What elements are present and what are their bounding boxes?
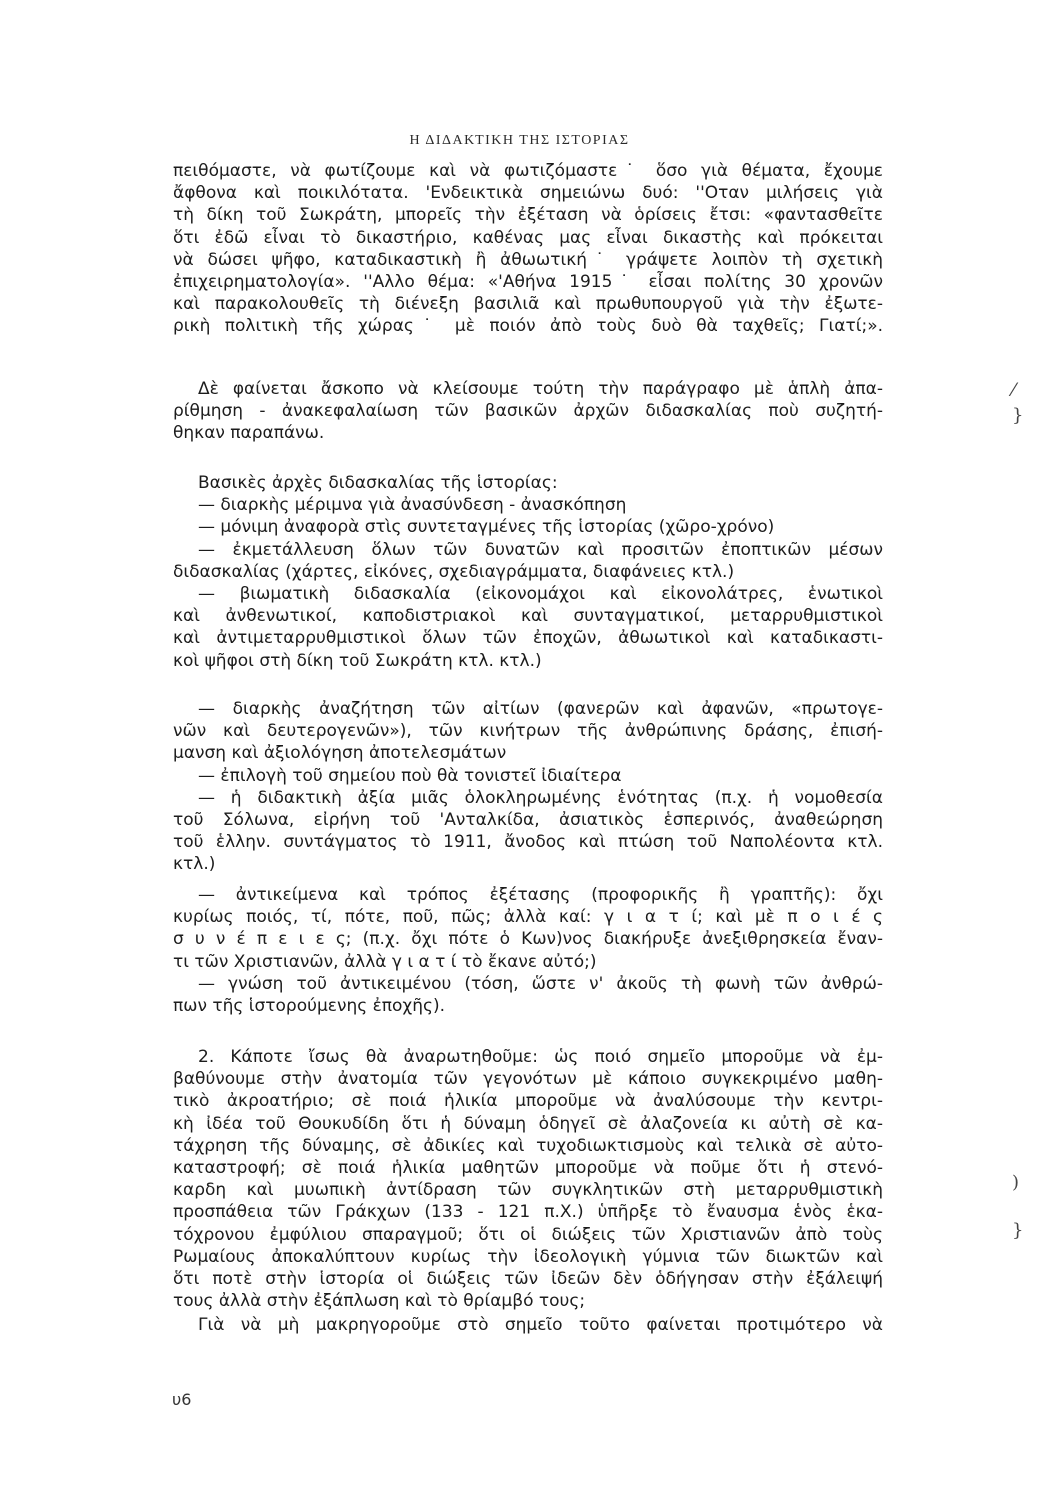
list-item: — ἐπιλογὴ τοῦ σημείου ποὺ θὰ τονιστεῖ ἰδιαίτερα	[198, 765, 622, 786]
text-line: Δὲ φαίνεται ἄσκοπο νὰ κλείσουμε τούτη τὴν παράγραφο μὲ ἁπλὴ ἀπα-	[198, 379, 883, 399]
text-line: 2. Κάποτε ἴσως θὰ ἀναρωτηθοῦμε: ὡς ποιό σημεῖο μποροῦμε νὰ ἐμ-	[198, 1047, 883, 1067]
text-line: τους ἀλλὰ στὴν ἐξάπλωση καὶ τὸ θρίαμβό τους;	[173, 1291, 586, 1312]
text-line: τὴ δίκη τοῦ Σωκράτη, μπορεῖς τὴν ἐξέταση νὰ ὁρίσεις ἔτσι: «φαντασθεῖτε	[173, 205, 883, 226]
text-line: τάχρηση τῆς δύναμης, σὲ ἀδικίες καὶ τυχοδιωκτισμοὺς καὶ τελικὰ σὲ αὐτο-	[173, 1135, 883, 1156]
list-item: σ υ ν έ π ε ι ε ς; (π.χ. ὄχι πότε ὁ Κων)νος διακήρυξε ἀνεξιθρησκεία ἔναν-	[173, 929, 883, 950]
margin-bracket-mark: }	[1012, 1220, 1024, 1241]
running-header: Η ΔΙΔΑΚΤΙΚΗ ΤΗΣ ΙΣΤΟΡΙΑΣ	[409, 133, 630, 148]
text-line: τόχρονου ἐμφύλιου σπαραγμοῦ; ὅτι οἱ διώξεις τῶν Χριστιανῶν ἀπὸ τοὺς	[173, 1224, 883, 1245]
margin-bracket-mark: ⁄	[1012, 380, 1016, 401]
list-item: καὶ ἀντιμεταρρυθμιστικοὶ ὅλων τῶν ἐποχῶν, ἀθωωτικοὶ καὶ καταδικαστι-	[173, 628, 883, 649]
list-item: — ἀντικείμενα καὶ τρόπος ἐξέτασης (προφορικῆς ἢ γραπτῆς): ὄχι	[198, 885, 883, 905]
text-line: Ρωμαίους ἀποκαλύπτουν κυρίως τὴν ἰδεολογικὴ γύμνια τῶν διωκτῶν καὶ	[173, 1246, 883, 1267]
text-line: ρίθμηση - ἀνακεφαλαίωση τῶν βασικῶν ἀρχῶν διδασκαλίας ποὺ συζητή-	[173, 401, 883, 422]
list-item: μανση καὶ ἀξιολόγηση ἀποτελεσμάτων	[173, 743, 507, 764]
text-line: Γιὰ νὰ μὴ μακρηγοροῦμε στὸ σημεῖο τοῦτο φαίνεται προτιμότερο νὰ	[198, 1315, 883, 1335]
text-line: καταστροφή; σὲ ποιά ἡλικία μαθητῶν μποροῦμε νὰ ποῦμε ὅτι ἡ στενό-	[173, 1157, 883, 1178]
list-item: τοῦ Σόλωνα, εἰρήνη τοῦ 'Ανταλκίδα, ἀσιατικὸς ἑσπερινός, ἀναθεώρηση	[173, 809, 883, 830]
list-item: τοῦ ἑλλην. συντάγματος τὸ 1911, ἄνοδος καὶ πτώση τοῦ Ναπολέοντα κτλ.	[173, 832, 883, 853]
margin-bracket-mark: }	[1012, 405, 1024, 426]
list-item: καὶ ἀνθενωτικοί, καποδιστριακοὶ καὶ συνταγματικοί, μεταρρυθμιστικοὶ	[173, 606, 883, 627]
list-item: — ἡ διδακτικὴ ἀξία μιᾶς ὁλοκληρωμένης ἑνότητας (π.χ. ἡ νομοθεσία	[198, 787, 883, 808]
margin-bracket-mark: )	[1012, 1172, 1020, 1193]
text-line: ἄφθονα καὶ ποικιλότατα. 'Ενδεικτικὰ σημειώνω δυό: ''Οταν μιλήσεις γιὰ	[173, 183, 883, 204]
text-line: κὴ ἰδέα τοῦ Θουκυδίδη ὅτι ἡ δύναμη ὁδηγεῖ σὲ ἀλαζονεία κι αὐτὴ σὲ κα-	[173, 1113, 883, 1134]
list-item: — διαρκὴς μέριμνα γιὰ ἀνασύνδεση - ἀνασκόπηση	[198, 495, 627, 516]
list-item: — γνώση τοῦ ἀντικειμένου (τόση, ὥστε ν' ἀκοῦς τὴ φωνὴ τῶν ἀνθρώ-	[198, 973, 883, 994]
list-item: — διαρκὴς ἀναζήτηση τῶν αἰτίων (φανερῶν καὶ ἀφανῶν, «πρωτογε-	[198, 699, 883, 719]
text-line: ὅτι ποτὲ στὴν ἱστορία οἱ διώξεις τῶν ἰδεῶν δὲν ὁδήγησαν στὴν ἐξάλειψή	[173, 1268, 883, 1289]
text-line: βαθύνουμε στὴν ἀνατομία τῶν γεγονότων μὲ κάποιο συγκεκριμένο μαθη-	[173, 1069, 883, 1090]
list-item: κοὶ ψῆφοι στὴ δίκη τοῦ Σωκράτη κτλ. κτλ.)	[173, 650, 542, 671]
text-line: νὰ δώσει ψῆφο, καταδικαστικὴ ἢ ἀθωωτική˙ γράψετε λοιπὸν τὴ σχετικὴ	[173, 249, 883, 270]
principles-list	[173, 472, 883, 672]
text-line: καὶ παρακολουθεῖς τὴ διένεξη βασιλιᾶ καὶ πρωθυπουργοῦ γιὰ τὴν ἐξωτε-	[173, 294, 883, 315]
text-line: θηκαν παραπάνω.	[173, 423, 325, 444]
principles-list-final	[173, 884, 883, 1017]
list-item: νῶν καὶ δευτερογενῶν»), τῶν κινήτρων τῆς ἀνθρώπινης δράσης, ἐπισή-	[173, 721, 883, 742]
text-line: ὅτι ἐδῶ εἶναι τὸ δικαστήριο, καθένας μας εἶναι δικαστὴς καὶ πρόκειται	[173, 227, 883, 248]
list-item: διδασκαλίας (χάρτες, εἰκόνες, σχεδιαγράμματα, διαφάνειες κτλ.)	[173, 561, 735, 582]
paragraph-closing	[173, 1314, 883, 1336]
list-item: κυρίως ποιός, τί, πότε, ποῦ, πῶς; ἀλλὰ καί: γ ι α τ ί; καὶ μὲ π ο ι έ ς	[173, 907, 883, 928]
paragraph-summary	[173, 378, 883, 445]
text-line: ρικὴ πολιτικὴ τῆς χώρας˙ μὲ ποιόν ἀπὸ τοὺς δυὸ θὰ ταχθεῖς; Γιατί;».	[173, 316, 883, 337]
list-item: — ἐκμετάλλευση ὅλων τῶν δυνατῶν καὶ προσιτῶν ἐποπτικῶν μέσων	[198, 539, 883, 560]
list-item: πων τῆς ἱστορούμενης ἐποχῆς).	[173, 995, 446, 1016]
paragraph-intro	[173, 160, 883, 338]
list-item: — βιωματικὴ διδασκαλία (εἰκονομάχοι καὶ εἰκονολάτρες, ἑνωτικοὶ	[198, 583, 883, 604]
text-line: καρδη καὶ μυωπικὴ ἀντίδραση τῶν συγκλητικῶν στὴ μεταρρυθμιστικὴ	[173, 1180, 883, 1201]
paragraph-section-2	[173, 1046, 883, 1312]
text-line: ἐπιχειρηματολογία». ''Αλλο θέμα: «'Αθήνα 1915˙ εἶσαι πολίτης 30 χρονῶν	[173, 271, 883, 292]
list-item: τι τῶν Χριστιανῶν, ἀλλὰ γ ι α τ ί τὸ ἔκανε αὐτό;)	[173, 951, 597, 972]
list-item: κτλ.)	[173, 854, 216, 875]
text-line: πειθόμαστε, νὰ φωτίζουμε καὶ νὰ φωτιζόμαστε˙ ὅσο γιὰ θέματα, ἔχουμε	[173, 161, 883, 181]
page-number: υ6	[172, 1390, 192, 1409]
text-line: τικὸ ἀκροατήριο; σὲ ποιά ἡλικία μποροῦμε νὰ ἀναλύσουμε τὴν κεντρι-	[173, 1091, 883, 1112]
principles-title: Βασικὲς ἀρχὲς διδασκαλίας τῆς ἱστορίας:	[198, 473, 558, 493]
text-line: προσπάθεια τῶν Γράκχων (133 - 121 π.Χ.) ὑπῆρξε τὸ ἔναυσμα ἑνὸς ἑκα-	[173, 1202, 883, 1223]
list-item: — μόνιμη ἀναφορὰ στὶς συντεταγμένες τῆς ἱστορίας (χῶρο-χρόνο)	[198, 517, 775, 538]
principles-list-continued	[173, 698, 883, 876]
